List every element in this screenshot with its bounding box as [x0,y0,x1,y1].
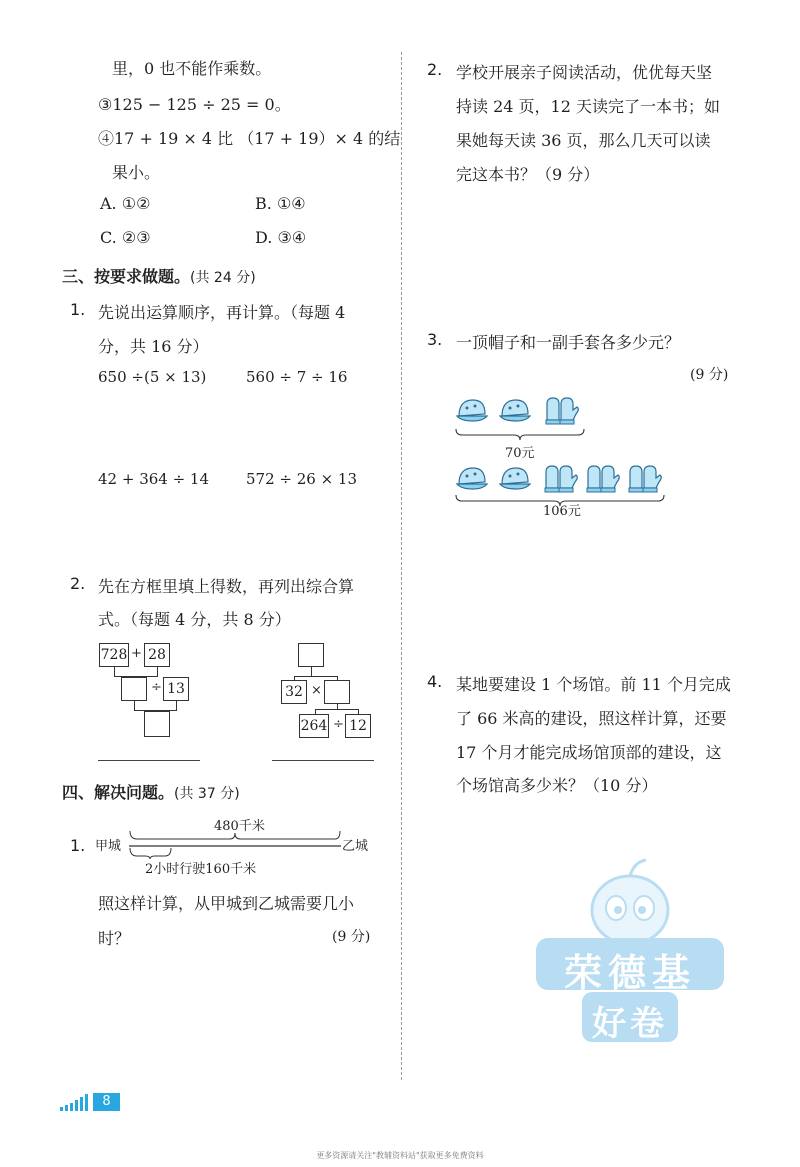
tree1-op2: ÷ [151,680,162,695]
p1-number: 1. [70,836,86,855]
p1-line2: 时？ [98,929,131,948]
watermark-text-1: 荣德基 [563,951,696,995]
tree2-box-a: 32 [281,680,307,704]
choice-a[interactable]: A. ①② [100,194,151,213]
city-b-label: 乙城 [342,839,369,854]
watermark-text-2: 好卷 [592,1004,668,1044]
q1-number: 1. [70,300,86,319]
page-number: 8 [93,1093,120,1111]
gloves-icon [541,394,583,426]
choice-b[interactable]: B. ①④ [255,194,306,213]
tree1-box-c: 13 [163,677,189,701]
p2-line4: 完这本书？（9 分） [456,165,600,184]
p4-line2: 了 66 米高的建设，照这样计算，还要 [456,709,727,728]
q2-line1: 先在方框里填上得数，再列出综合算 [98,577,355,596]
section-3-heading: 三、按要求做题。(共 24 分) [62,267,256,286]
p4-number: 4. [427,672,443,691]
p4-line4: 个场馆高多少米？（10 分） [456,776,658,795]
footer-text: 更多资源请关注"教辅资料站"获取更多免费资料 [316,1151,484,1160]
p2-line3: 果她每天读 36 页，那么几天可以读 [456,131,711,150]
tree1-box-result1[interactable] [121,677,147,701]
cap-icon [498,464,532,492]
option-3: ③125 − 125 ÷ 25 = 0。 [98,95,291,114]
p3-number: 3. [427,330,443,349]
tree1-box-final[interactable] [144,711,170,737]
gloves-icon [624,462,666,494]
cap-icon [498,396,532,424]
tree1-box-a: 728 [99,643,129,667]
q2-number: 2. [70,574,86,593]
p2-line1: 学校开展亲子阅读活动，优优每天坚 [456,63,713,82]
q1-line2: 分，共 16 分） [98,337,209,356]
expression-3: 42 + 364 ÷ 14 [98,470,210,488]
cap-icon [455,396,489,424]
expression-1: 650 ÷(5 × 13) [98,368,207,386]
total-distance-label: 480千米 [214,819,265,834]
tree1-box-b: 28 [144,643,170,667]
total-1-label: 70元 [505,446,535,461]
choice-d[interactable]: D. ③④ [255,228,307,247]
option-4-line2: 果小。 [112,163,161,182]
part-distance-label: 2小时行驶160千米 [145,862,257,877]
tree2-box-c: 12 [345,714,371,738]
p3-line1: 一顶帽子和一副手套各多少元？ [456,333,681,352]
total-2-label: 106元 [543,504,581,519]
watermark-logo [530,850,730,1060]
tree2-op2: ÷ [333,717,344,732]
column-divider [401,52,402,1080]
p1-line1: 照这样计算，从甲城到乙城需要几小 [98,894,355,913]
tree1-op1: + [131,646,142,661]
tree2-box-b: 264 [299,714,329,738]
expression-4: 572 ÷ 26 × 13 [246,470,358,488]
answer-line-1[interactable] [98,760,200,761]
gloves-icon [582,462,624,494]
city-a-label: 甲城 [95,839,122,854]
choice-c[interactable]: C. ②③ [100,228,151,247]
cap-icon [455,464,489,492]
tree2-op1: × [311,683,322,698]
option-4-line1: ④17 + 19 × 4 比 （17 + 19）× 4 的结 [98,129,401,148]
answer-line-2[interactable] [272,760,374,761]
expression-2: 560 ÷ 7 ÷ 16 [246,368,348,386]
gloves-icon [540,462,582,494]
p2-line2: 持读 24 页，12 天读完了一本书；如 [456,97,720,116]
distance-brace [125,826,345,860]
section-4-heading: 四、解决问题。(共 37 分) [62,783,240,802]
p3-score: (9 分) [690,367,729,383]
p4-line1: 某地要建设 1 个场馆。前 11 个月完成 [456,675,731,694]
q1-line1: 先说出运算顺序，再计算。（每题 4 [98,303,346,322]
tree2-box-top[interactable] [298,643,324,667]
tree2-box-result1[interactable] [324,680,350,704]
p2-number: 2. [427,60,443,79]
p4-line3: 17 个月才能完成场馆顶部的建设，这 [456,743,722,762]
p1-score: (9 分) [332,929,371,945]
question-continuation-line1: 里，0 也不能作乘数。 [112,59,272,78]
signal-bars-icon [58,1092,92,1112]
q2-line2: 式。（每题 4 分，共 8 分） [98,610,291,629]
brace-1 [454,428,586,442]
